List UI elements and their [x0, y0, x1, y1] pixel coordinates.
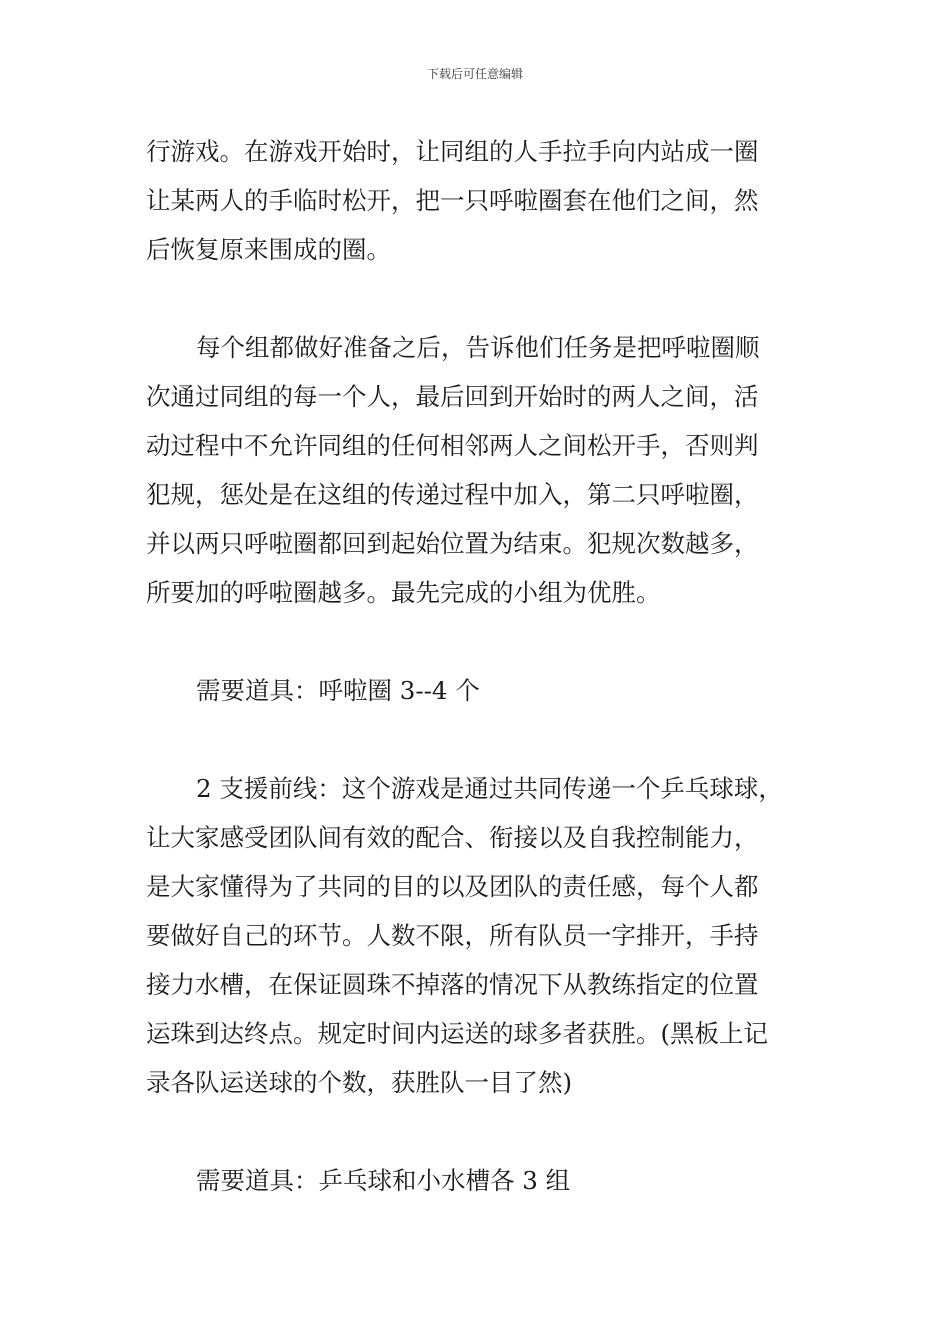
text-line: 是大家懂得为了共同的目的以及团队的责任感，每个人都: [146, 872, 759, 901]
text-line: 让大家感受团队间有效的配合、衔接以及自我控制能力，: [146, 823, 759, 852]
text-line: 接力水槽，在保证圆珠不掉落的情况下从教练指定的位置: [146, 970, 759, 999]
text-line: 运珠到达终点。规定时间内运送的球多者获胜。(黑板上记: [146, 1019, 769, 1048]
text-line: 行游戏。在游戏开始时，让同组的人手拉手向内站成一圈: [146, 137, 759, 166]
paragraph-game-setup: [146, 127, 826, 274]
page-header-note: 下载后可任意编辑: [426, 67, 523, 81]
text-line: 所要加的呼啦圈越多。最先完成的小组为优胜。: [146, 578, 661, 607]
text-line: 后恢复原来围成的圈。: [146, 235, 391, 264]
paragraph-game-rules: [146, 323, 826, 617]
text-line: 犯规，惩处是在这组的传递过程中加入，第二只呼啦圈，: [146, 480, 759, 509]
text-line: 需要道具：乒乓球和小水槽各 3 组: [196, 1166, 571, 1195]
paragraph-props-pingpong: [146, 1156, 826, 1205]
text-line: 次通过同组的每一个人，最后回到开始时的两人之间，活: [146, 382, 759, 411]
text-line: 让某两人的手临时松开，把一只呼啦圈套在他们之间，然: [146, 186, 759, 215]
text-line: 2 支援前线：这个游戏是通过共同传递一个乒乓球球，: [196, 774, 783, 803]
text-line: 要做好自己的环节。人数不限，所有队员一字排开，手持: [146, 921, 759, 950]
document-body: [146, 127, 826, 1205]
text-line: 并以两只呼啦圈都回到起始位置为结束。犯规次数越多，: [146, 529, 759, 558]
text-line: 录各队运送球的个数，获胜队一目了然): [146, 1068, 573, 1097]
paragraph-support-frontline: [146, 764, 826, 1107]
text-line: 动过程中不允许同组的任何相邻两人之间松开手，否则判: [146, 431, 759, 460]
text-line: 需要道具：呼啦圈 3--4 个: [196, 676, 480, 705]
text-line: 每个组都做好准备之后，告诉他们任务是把呼啦圈顺: [196, 333, 760, 362]
paragraph-props-hoops: [146, 666, 826, 715]
